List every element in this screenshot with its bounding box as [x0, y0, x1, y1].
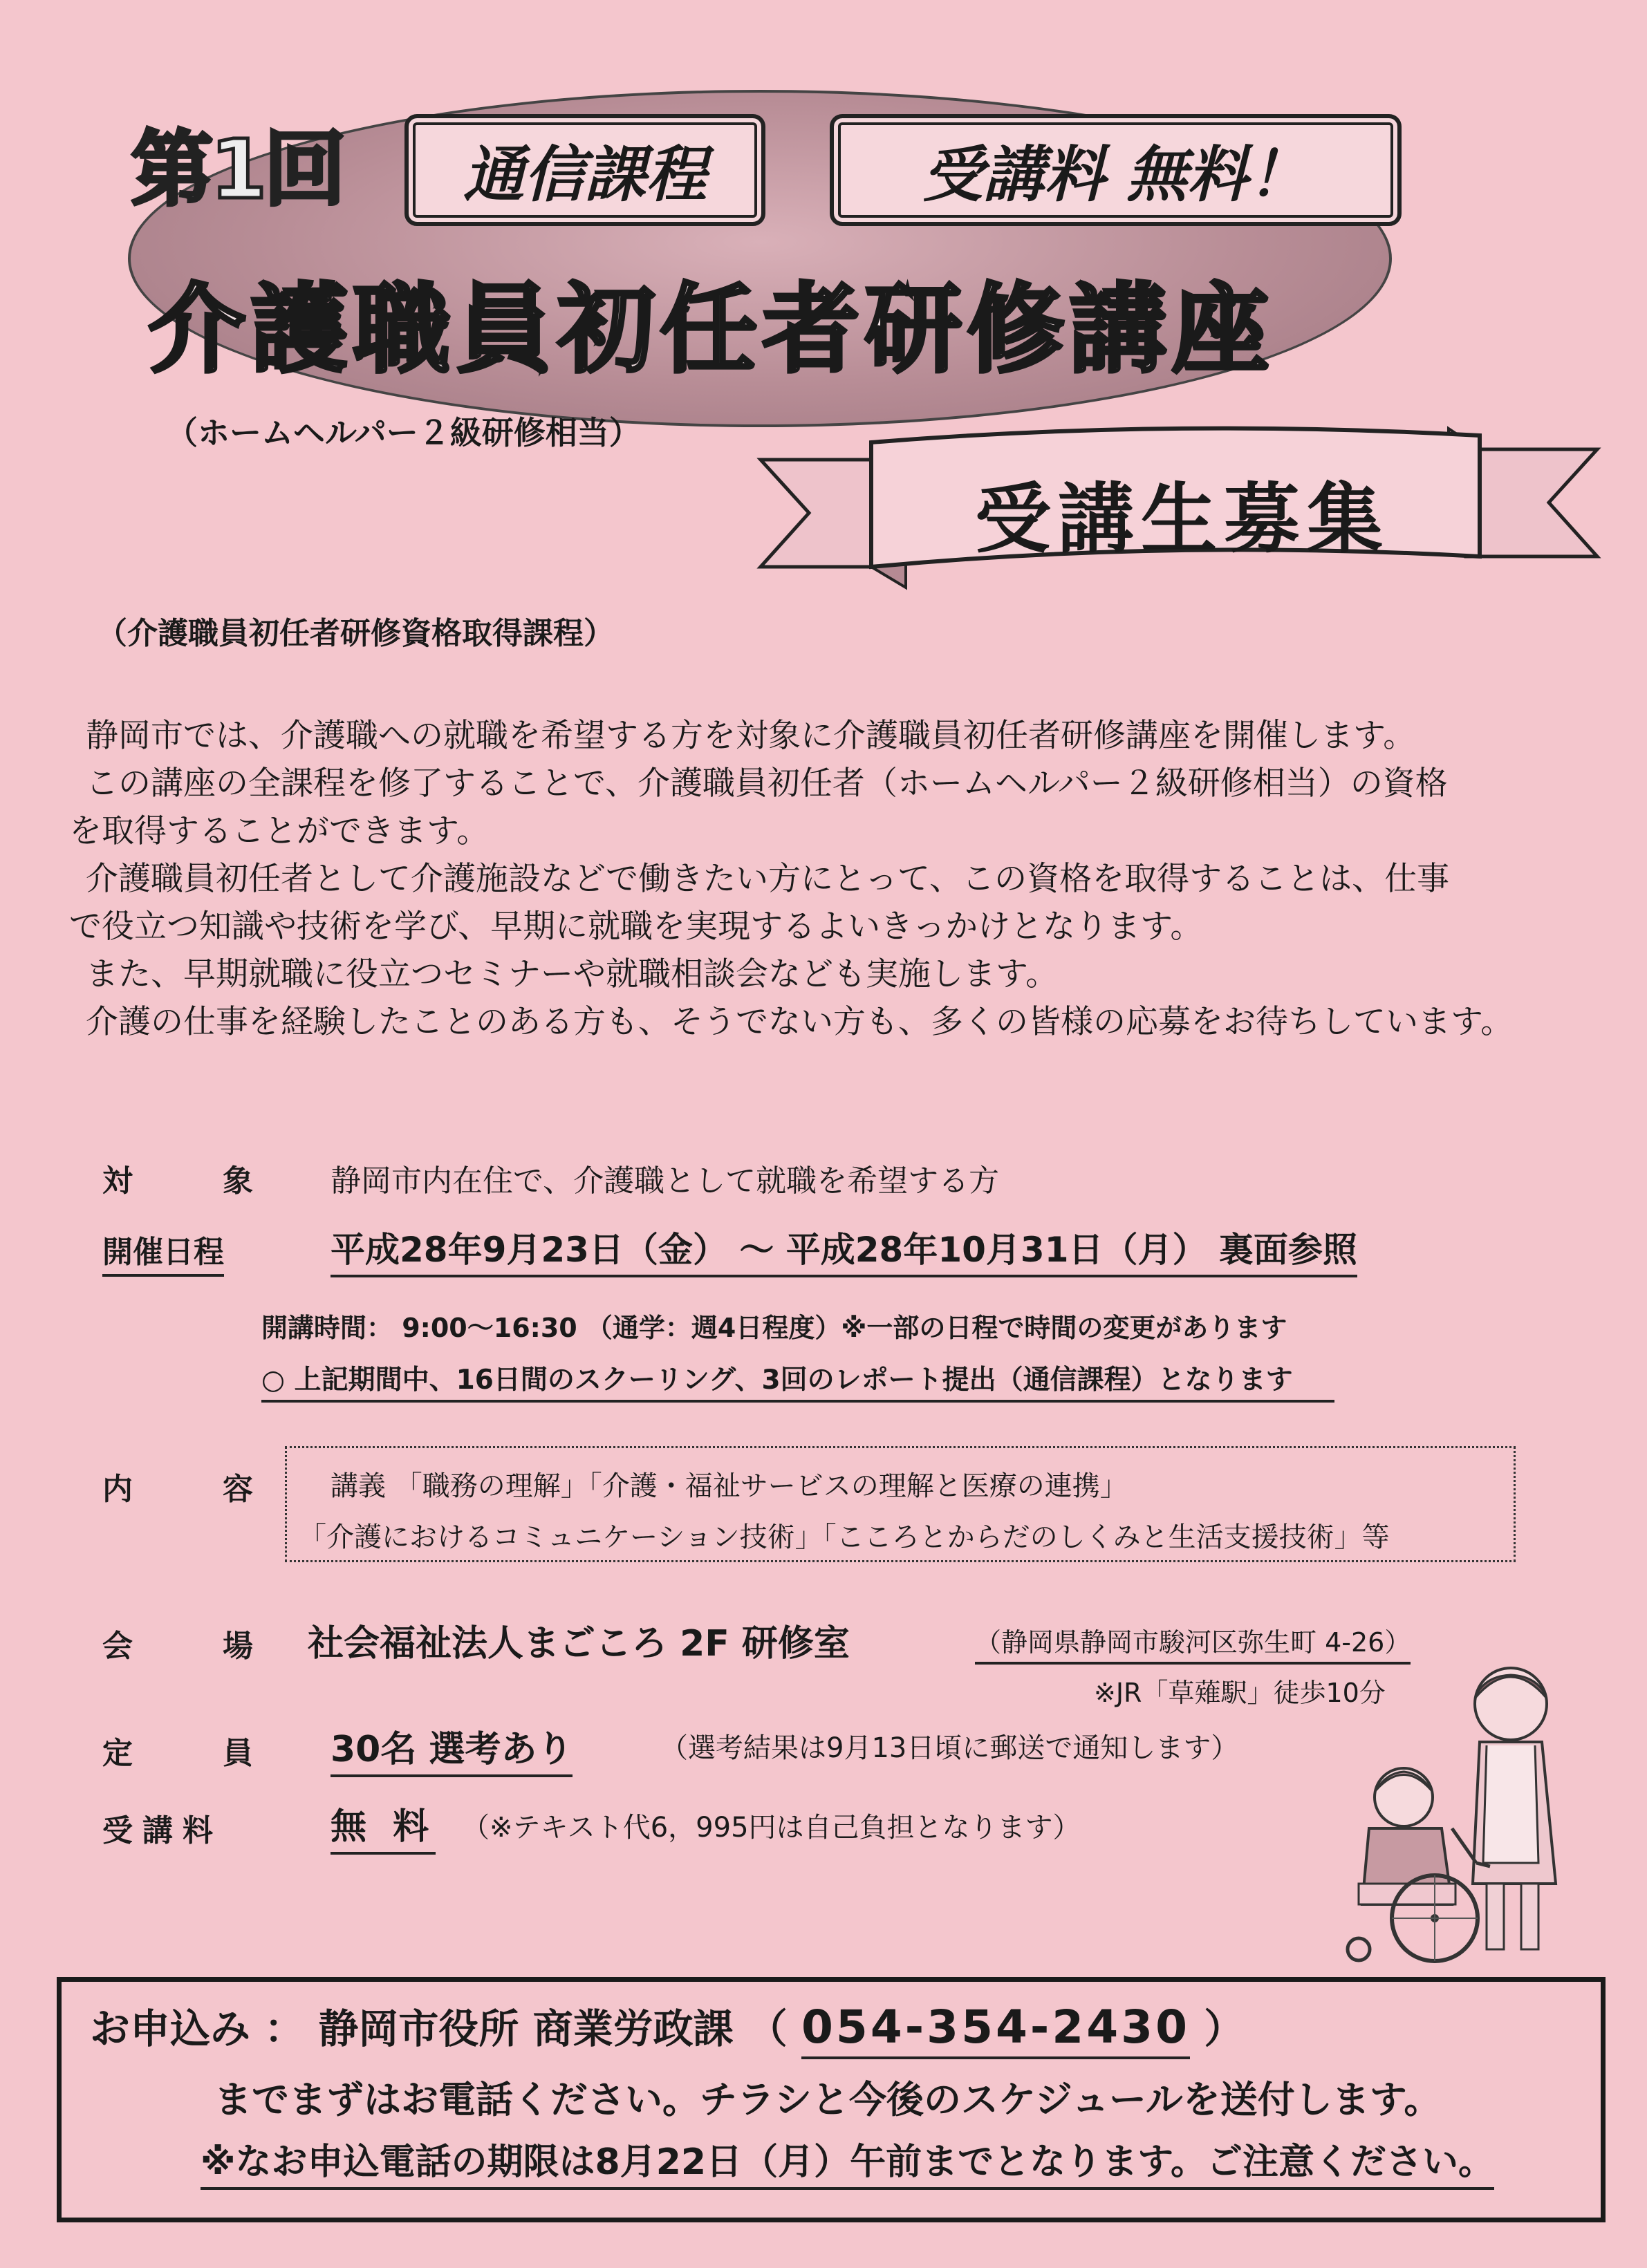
content-label-char: 容 — [223, 1472, 253, 1507]
application-label: お申込み ： 静岡市役所 商業労政課 （ — [90, 2005, 788, 2052]
correspondence-course-tag: 通信課程 — [404, 114, 765, 226]
venue-name: 社会福祉法人まごころ 2F 研修室 — [308, 1623, 850, 1665]
schedule-value: 平成28年9月23日（金） ～ 平成28年10月31日（月） 裏面参照 — [331, 1222, 1357, 1277]
target-label-char: 対 — [102, 1163, 133, 1199]
intro-paragraph: 静岡市では、介護職への就職を希望する方を対象に介護職員初任者研修講座を開催します。 — [86, 717, 1416, 755]
content-label — [102, 1464, 253, 1508]
fee-label: 受講料 — [102, 1813, 223, 1848]
intro-paragraph: この講座の全課程を修了することで、介護職員初任者（ホームヘルパー２級研修相当）の資格 — [86, 765, 1448, 803]
lecture-line-2: 「介護におけるコミュニケーション技術」「こころとからだのしくみと生活支援技術」等 — [299, 1521, 1390, 1553]
capacity-label-char: 員 — [223, 1736, 253, 1771]
intro-paragraph: 介護の仕事を経験したことのある方も、そうでない方も、多くの皆様の応募をお待ちしています。 — [86, 1003, 1514, 1041]
intro-text — [69, 712, 1590, 1046]
intro-paragraph: を取得することができます。 — [69, 812, 490, 850]
capacity-label — [102, 1728, 253, 1772]
venue-address: （静岡県静岡市駿河区弥生町 4-26） — [975, 1621, 1411, 1665]
application-deadline: ※なお申込電話の期限は8月22日（月）午前までとなります。ご注意ください。 — [201, 2133, 1494, 2190]
application-phone[interactable]: 054-354-2430 — [801, 2000, 1190, 2059]
venue-label — [102, 1621, 253, 1665]
target-value: 静岡市内在住で、介護職として就職を希望する方 — [331, 1163, 1000, 1199]
recruitment-banner — [747, 418, 1611, 594]
content-label-char: 内 — [102, 1472, 133, 1507]
venue-label-char: 場 — [223, 1629, 253, 1664]
schedule-label: 開催日程 — [102, 1227, 224, 1277]
caregiver-wheelchair-illustration — [1338, 1656, 1573, 1974]
round-label: 第1回 — [131, 122, 344, 217]
free-tuition-tag: 受講料 無料！ — [830, 114, 1402, 226]
target-label-char: 象 — [223, 1163, 253, 1199]
course-kind: （介護職員初任者研修資格取得課程） — [97, 616, 614, 651]
capacity-note: （選考結果は9月13日頃に郵送で通知します） — [660, 1732, 1239, 1764]
venue-access: ※JR「草薙駅」徒歩10分 — [1094, 1678, 1386, 1708]
target-label — [102, 1156, 253, 1200]
venue-label-char: 会 — [102, 1629, 133, 1664]
resident-head — [1375, 1768, 1433, 1826]
class-hours: 開講時間： 9:00～16:30 （通学：週4日程度）※一部の日程で時間の変更があります — [261, 1313, 1287, 1343]
intro-paragraph: 介護職員初任者として介護施設などで働きたい方にとって、この資格を取得することは、仕事 — [86, 860, 1450, 898]
caregiver-head — [1475, 1668, 1547, 1740]
fee-note: （※テキスト代6，995円は自己負担となります） — [462, 1812, 1081, 1844]
capacity-label-char: 定 — [102, 1736, 133, 1771]
banner-title: 受講生募集 — [975, 475, 1390, 563]
page-title: 介護職員初任者研修講座 — [149, 274, 1275, 386]
fee-value: 無 料 — [331, 1797, 436, 1855]
page-subtitle: （ホームヘルパー２級研修相当） — [166, 414, 641, 451]
lecture-line-1: 講義 「職務の理解」「介護・福祉サービスの理解と医療の連携」 — [331, 1470, 1128, 1502]
intro-paragraph: また、早期就職に役立つセミナーや就職相談会なども実施します。 — [86, 955, 1059, 993]
application-instruction: までまずはお電話ください。チラシと今後のスケジュールを送付します。 — [214, 2078, 1442, 2121]
application-close-paren: ） — [1204, 2005, 1245, 2052]
schedule-note: ○ 上記期間中、16日間のスクーリング、3回のレポート提出（通信課程）となります — [261, 1358, 1334, 1403]
capacity-value: 30名 選考あり — [331, 1720, 573, 1777]
intro-paragraph: で役立つ知識や技術を学び、早期に就職を実現するよいきっかけとなります。 — [69, 908, 1203, 946]
application-contact — [90, 1996, 1244, 2054]
